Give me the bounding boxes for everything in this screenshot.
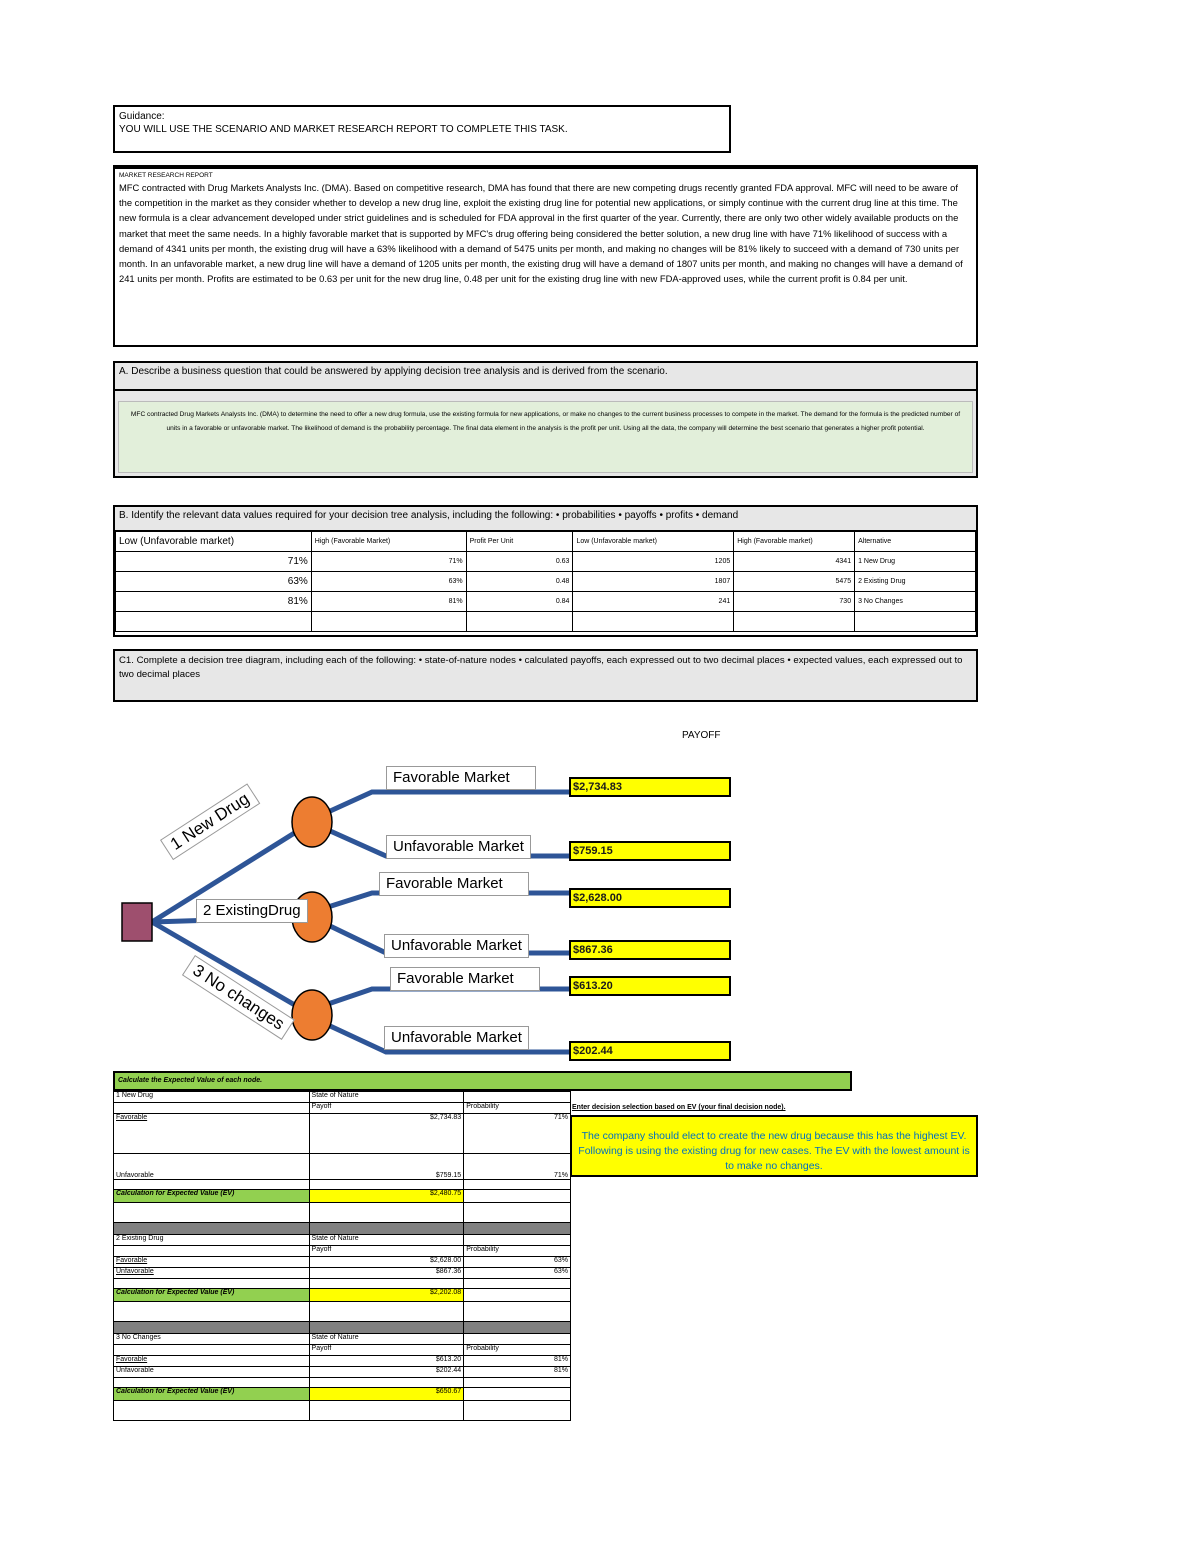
cell: 63% <box>311 572 466 592</box>
cell: 63% <box>116 572 312 592</box>
divider <box>464 1223 571 1235</box>
unfav-payoff: $867.36 <box>309 1268 464 1279</box>
market-label-unfav-2: Unfavorable Market <box>384 934 529 958</box>
cell <box>309 1302 464 1322</box>
market-label-fav-2: Favorable Market <box>379 872 529 896</box>
market-label-unfav-1: Unfavorable Market <box>386 835 531 859</box>
unfav-prob: 63% <box>464 1268 571 1279</box>
payoff-no-changes-unfavorable: $202.44 <box>569 1041 731 1061</box>
ev-value-no-changes: $650.67 <box>309 1388 464 1401</box>
header-high-favorable: High (Favorable Market) <box>311 532 466 552</box>
cell <box>309 1378 464 1388</box>
cell <box>464 1289 571 1302</box>
report-body: MFC contracted with Drug Markets Analysts Inc. (DMA). Based on competitive research, DMA has found that there are new competing drugs recently granted FDA approval. MFC will need to be aware of the competition in the market as they consider whether to develop a new drug line, exploit the existing drug line for potential new applications, or simply continue with the current drug line at this time. The new formula is a clear advancement developed under strict guidelines and is scheduled for FDA approval in the first quarter of the year. Currently, there are only two other widely available products on the market that meet the same needs. In a highly favorable market that is supported by MFC's drug offering being considered the better solution, a new drug line with have 71% likelihood of success with a demand of 4341 units per month, the existing drug will have a 63% likelihood with a demand of 5475 units per month, and making no changes will be 81% likely to succeed with a demand of 730 units per month. In an unfavorable market, a new drug line will have a demand of 1205 units per month, the existing drug will have a demand of 1807 units per month, and making no changes will have a demand of 241 units per month. Profits are estimated to be 0.63 per unit for the new drug line, 0.48 per unit for the existing drug line with new FDA-approved uses, while the current profit is 0.84 per unit. <box>119 182 963 285</box>
ev-block-name: 2 Existing Drug <box>114 1235 310 1246</box>
cell <box>464 1279 571 1289</box>
branch-label-existing-drug: 2 ExistingDrug <box>196 899 308 923</box>
chance-node-new-drug <box>292 797 332 847</box>
ev-value-new-drug: $2,480.75 <box>309 1190 464 1203</box>
cell <box>114 1203 310 1223</box>
chance-node-no-changes <box>292 990 332 1040</box>
cell <box>309 1279 464 1289</box>
cell <box>464 1334 571 1345</box>
ev-title-bar <box>113 1071 852 1091</box>
cell <box>114 1180 310 1190</box>
unfav-label: Unfavorable <box>114 1154 310 1180</box>
fav-payoff: $2,734.83 <box>309 1114 464 1154</box>
market-label-unfav-3: Unfavorable Market <box>384 1026 529 1050</box>
decision-node <box>122 903 152 941</box>
divider <box>464 1322 571 1334</box>
cell <box>464 1378 571 1388</box>
payoff-label: Payoff <box>309 1103 464 1114</box>
cell <box>114 1246 310 1257</box>
cell: 4341 <box>734 552 855 572</box>
state-label: State of Nature <box>309 1092 464 1103</box>
state-label: State of Nature <box>309 1235 464 1246</box>
cell: 0.84 <box>466 592 573 612</box>
payoff-header: PAYOFF <box>682 730 721 741</box>
prob-label: Probability <box>464 1345 571 1356</box>
payoff-existing-drug-unfavorable: $867.36 <box>569 940 731 960</box>
header-alternative: Alternative <box>855 532 976 552</box>
unfav-label: Unfavorable <box>114 1268 310 1279</box>
cell <box>464 1401 571 1421</box>
cell <box>309 1401 464 1421</box>
decision-box <box>570 1115 978 1177</box>
cell <box>464 1302 571 1322</box>
payoff-no-changes-favorable: $613.20 <box>569 976 731 996</box>
guidance-text: YOU WILL USE THE SCENARIO AND MARKET RESEARCH REPORT TO COMPLETE THIS TASK. <box>119 124 568 135</box>
fav-label: Favorable <box>114 1114 310 1154</box>
payoff-new-drug-unfavorable: $759.15 <box>569 841 731 861</box>
payoff-label: Payoff <box>309 1345 464 1356</box>
ev-title: Calculate the Expected Value of each node. <box>118 1077 263 1084</box>
section-a-question: A. Describe a business question that could be answered by applying decision tree analysis and is derived from the scenario. <box>115 363 976 391</box>
fav-payoff: $613.20 <box>309 1356 464 1367</box>
cell: 71% <box>116 552 312 572</box>
section-a-answer: MFC contracted Drug Markets Analysts Inc. (DMA) to determine the need to offer a new drug formula, use the existing formula for new applications, or make no changes to the current business processes to compete in the market. The demand for the formula is the predicted number of units in a favorable or unfavorable market. The likelihood of demand is the probability percentage. The final data element in the analysis is the profit per unit. Using all the data, the company will determine the best scenario that generates a higher profit potential. <box>130 411 961 432</box>
calc-label: Calculation for Expected Value (EV) <box>114 1190 310 1203</box>
cell <box>114 1401 310 1421</box>
cell: 2 Existing Drug <box>855 572 976 592</box>
decision-text: The company should elect to create the new drug because this has the highest EV. Following is using the existing drug for new cases. The EV with the lowest amount is to make no changes. <box>578 1130 970 1172</box>
payoff-label: Payoff <box>309 1246 464 1257</box>
fav-label: Favorable <box>114 1257 310 1268</box>
cell: 81% <box>116 592 312 612</box>
divider <box>114 1223 310 1235</box>
calc-label: Calculation for Expected Value (EV) <box>114 1289 310 1302</box>
market-label-fav-3: Favorable Market <box>390 967 540 991</box>
section-b-question: B. Identify the relevant data values required for your decision tree analysis, including the following: • probabilities • payoffs • profits • demand <box>115 507 976 531</box>
section-c1-question: C1. Complete a decision tree diagram, including each of the following: • state-of-nature nodes • calculated payoffs, each expressed out to two decimal places • expected values, each expressed out to two decimal places <box>119 655 963 680</box>
unfav-label: Unfavorable <box>114 1367 310 1378</box>
branch-label-no-changes: 3 No changes <box>182 955 295 1040</box>
payoff-existing-drug-favorable: $2,628.00 <box>569 888 731 908</box>
decision-label: Enter decision selection based on EV (your final decision node). <box>572 1104 786 1111</box>
ev-table <box>113 1091 571 1421</box>
divider <box>309 1322 464 1334</box>
branch-label-new-drug: 1 New Drug <box>160 783 260 860</box>
cell: 730 <box>734 592 855 612</box>
payoff-new-drug-favorable: $2,734.83 <box>569 777 731 797</box>
cell: 1807 <box>573 572 734 592</box>
unfav-prob: 81% <box>464 1367 571 1378</box>
cell: 0.48 <box>466 572 573 592</box>
cell: 241 <box>573 592 734 612</box>
ev-block-name: 1 New Drug <box>114 1092 310 1103</box>
ev-block-name: 3 No Changes <box>114 1334 310 1345</box>
unfav-payoff: $759.15 <box>309 1154 464 1180</box>
header-low-unfavorable: Low (Unfavorable market) <box>116 532 312 552</box>
cell <box>464 1203 571 1223</box>
header-high-favorable-demand: High (Favorable market) <box>734 532 855 552</box>
unfav-payoff: $202.44 <box>309 1367 464 1378</box>
cell <box>309 1180 464 1190</box>
fav-label: Favorable <box>114 1356 310 1367</box>
branch-line-fav-3 <box>328 989 570 1004</box>
cell: 1205 <box>573 552 734 572</box>
cell <box>309 1203 464 1223</box>
market-label-fav-1: Favorable Market <box>386 766 536 790</box>
ev-value-existing-drug: $2,202.08 <box>309 1289 464 1302</box>
cell: 0.63 <box>466 552 573 572</box>
prob-label: Probability <box>464 1103 571 1114</box>
cell: 3 No Changes <box>855 592 976 612</box>
cell <box>464 1190 571 1203</box>
guidance-label: Guidance: <box>119 111 165 122</box>
cell <box>114 1302 310 1322</box>
cell <box>464 1388 571 1401</box>
unfav-prob: 71% <box>464 1154 571 1180</box>
calc-label: Calculation for Expected Value (EV) <box>114 1388 310 1401</box>
header-low-unfavorable-demand: Low (Unfavorable market) <box>573 532 734 552</box>
prob-label: Probability <box>464 1246 571 1257</box>
fav-prob: 63% <box>464 1257 571 1268</box>
cell <box>464 1180 571 1190</box>
cell <box>114 1103 310 1114</box>
branch-line-fav-1 <box>328 792 570 812</box>
cell: 1 New Drug <box>855 552 976 572</box>
cell: 81% <box>311 592 466 612</box>
divider <box>309 1223 464 1235</box>
state-label: State of Nature <box>309 1334 464 1345</box>
cell <box>114 1378 310 1388</box>
fav-prob: 81% <box>464 1356 571 1367</box>
fav-prob: 71% <box>464 1114 571 1154</box>
divider <box>114 1322 310 1334</box>
cell <box>114 1345 310 1356</box>
header-profit-per-unit: Profit Per Unit <box>466 532 573 552</box>
cell <box>464 1092 571 1103</box>
report-title: MARKET RESEARCH REPORT <box>119 172 213 179</box>
cell <box>114 1279 310 1289</box>
cell <box>464 1235 571 1246</box>
cell: 71% <box>311 552 466 572</box>
fav-payoff: $2,628.00 <box>309 1257 464 1268</box>
cell: 5475 <box>734 572 855 592</box>
